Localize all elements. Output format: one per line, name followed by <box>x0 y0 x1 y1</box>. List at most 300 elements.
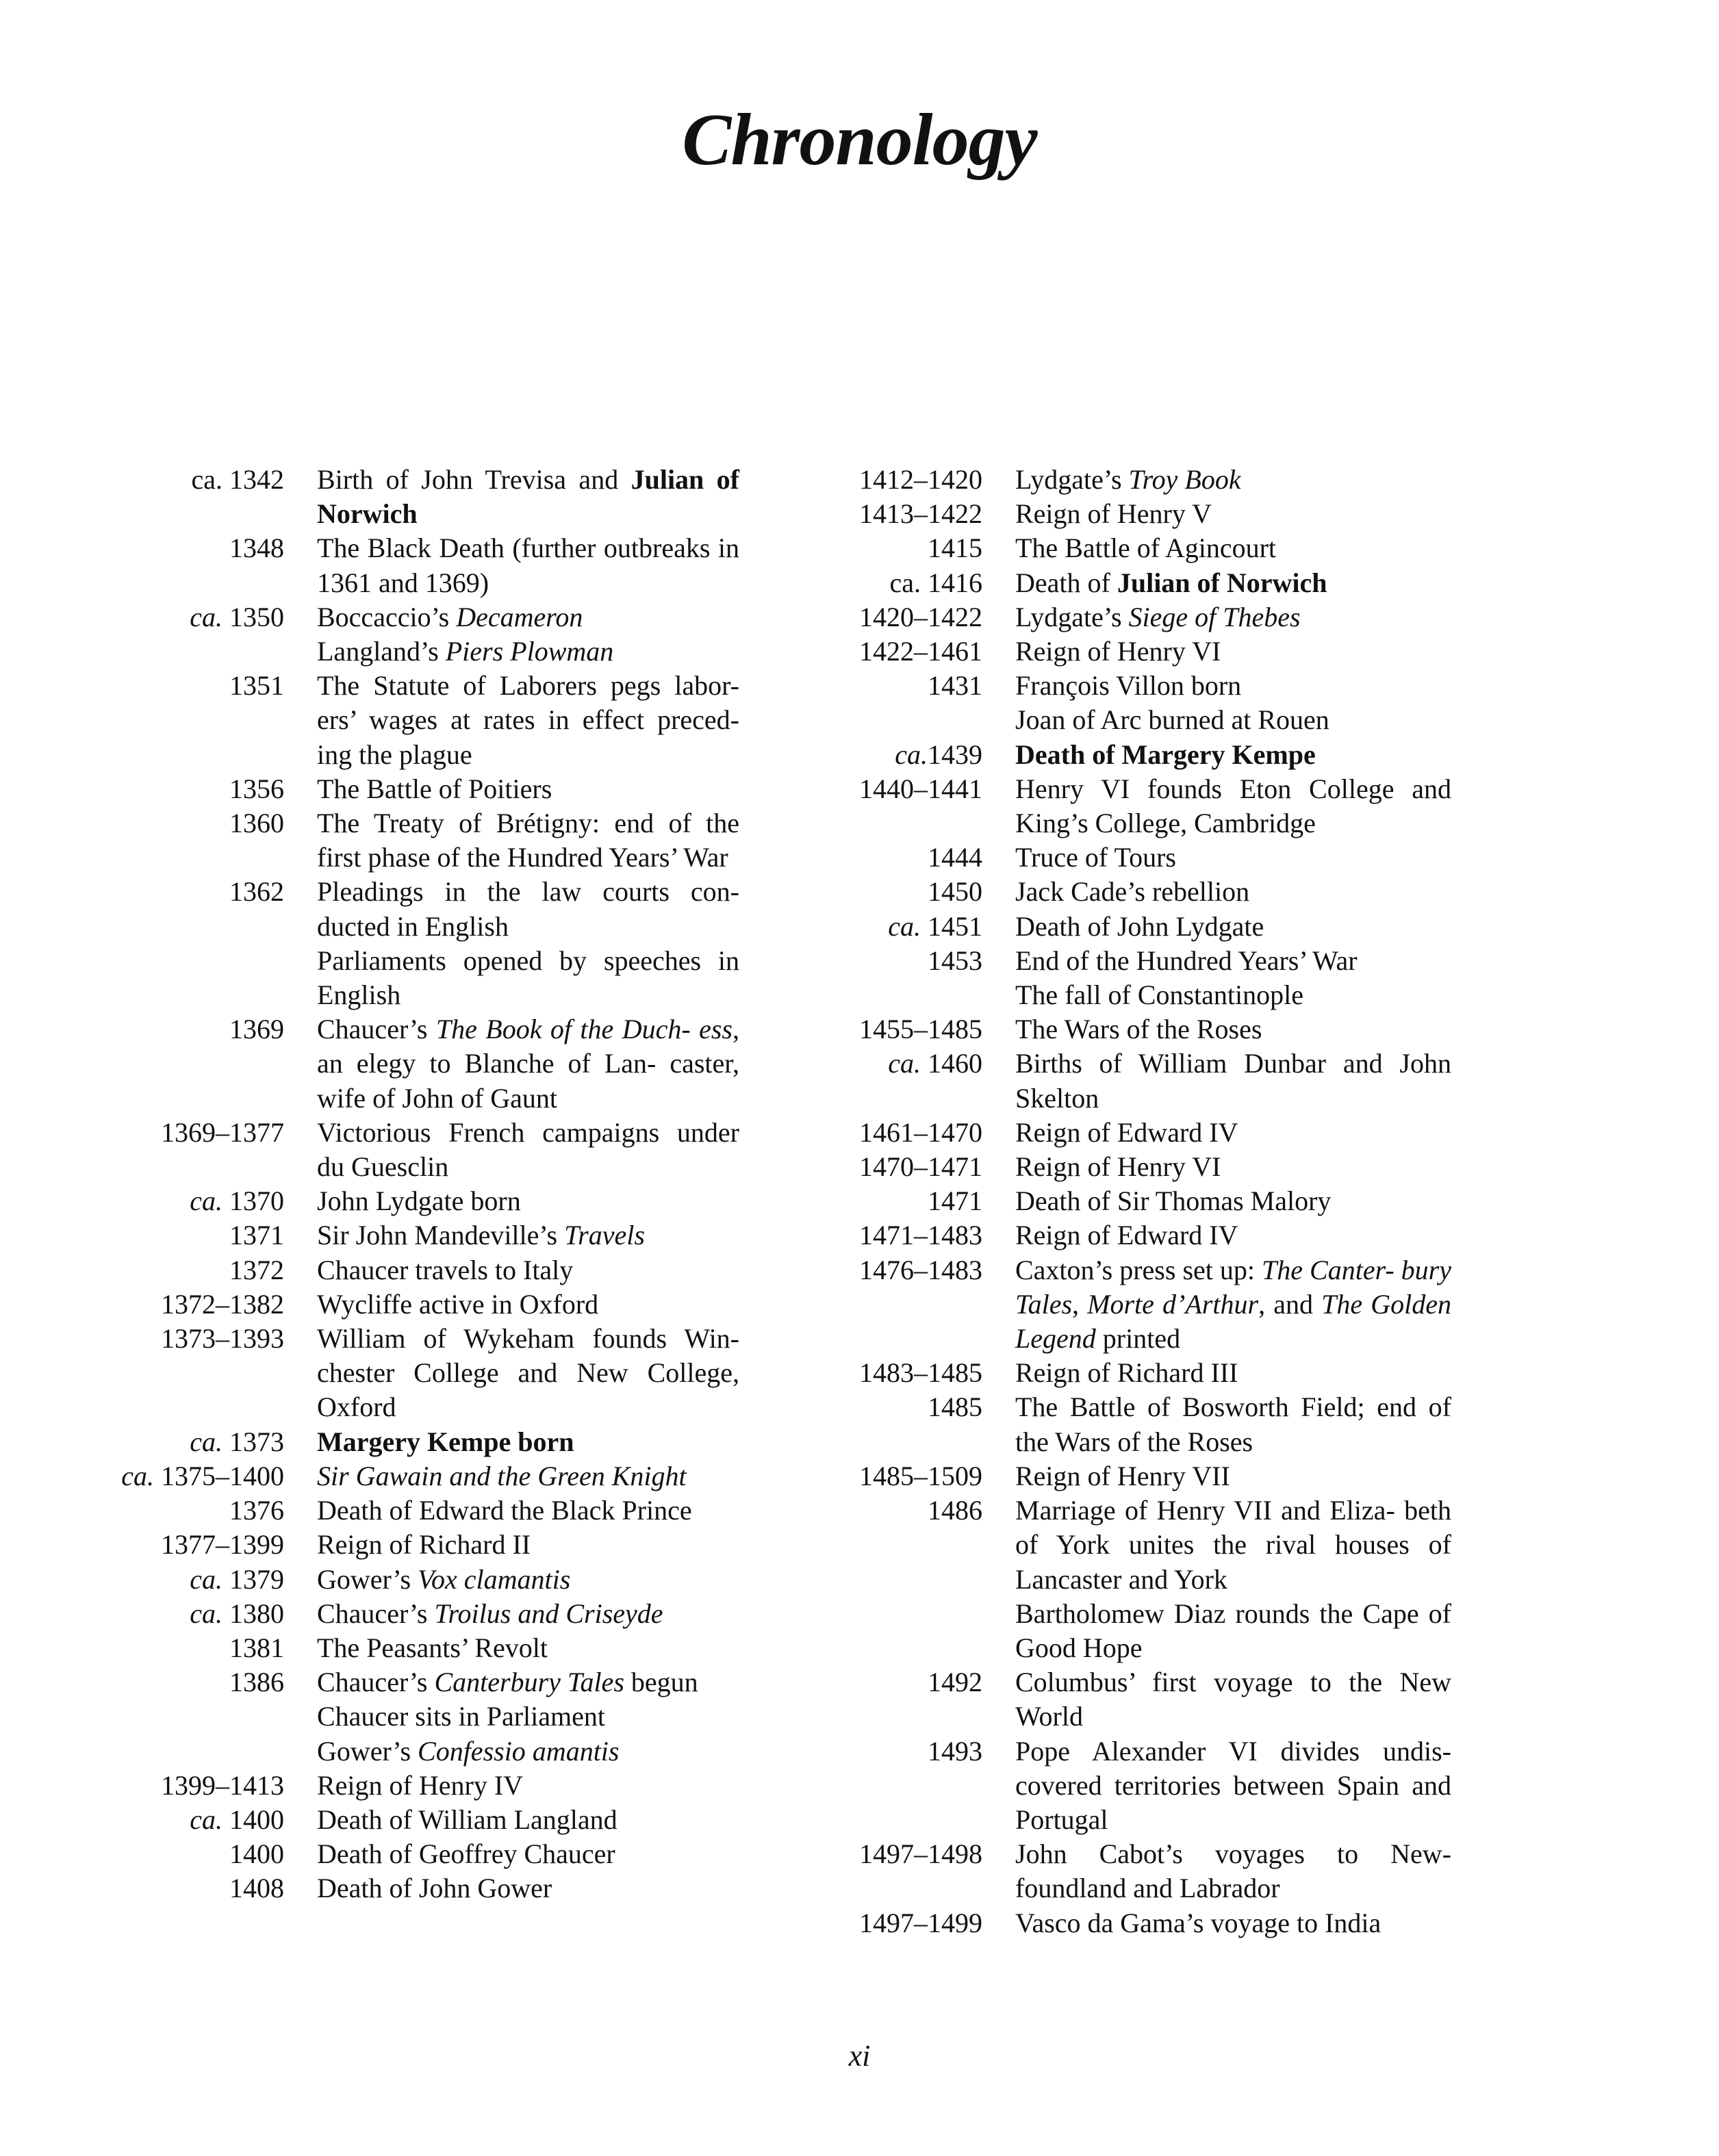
event-segment: John Lydgate born <box>317 1185 521 1217</box>
event-segment: John Cabot’s voyages to New- foundland and Labrador <box>1015 1838 1451 1904</box>
chronology-entry <box>808 1906 1451 1940</box>
chronology-entry <box>808 1047 1451 1115</box>
entry-date <box>808 1218 982 1253</box>
entry-year: 1413–1422 <box>859 498 982 530</box>
entry-date <box>103 1253 284 1287</box>
entry-year: 1471 <box>928 1185 982 1217</box>
event-text <box>317 1253 739 1287</box>
event-text <box>1015 634 1451 669</box>
entry-events <box>1015 600 1451 634</box>
entry-date <box>103 772 284 806</box>
chronology-entry <box>103 806 739 875</box>
event-segment: Marriage of Henry VII and Eliza- beth of York unites the rival houses of Lancaster and York <box>1015 1495 1451 1595</box>
entry-year: 1400 <box>229 1838 284 1870</box>
event-segment: Wycliffe active in Oxford <box>317 1288 599 1320</box>
entry-year: 1369–1377 <box>161 1116 284 1148</box>
entry-events <box>1015 1459 1451 1493</box>
event-segment: François Villon born <box>1015 670 1242 702</box>
event-text <box>317 1322 739 1425</box>
entry-events <box>1015 944 1451 1012</box>
entry-date <box>808 772 982 840</box>
event-text <box>317 1803 739 1837</box>
entry-events <box>317 1597 739 1631</box>
chronology-entry <box>103 1184 739 1218</box>
event-text <box>1015 910 1451 944</box>
event-segment: The Peasants’ Revolt <box>317 1632 548 1663</box>
event-text <box>1015 669 1451 703</box>
event-text <box>1015 1390 1451 1459</box>
circa-label: ca. <box>888 910 921 942</box>
event-segment: The Wars of the Roses <box>1015 1014 1262 1045</box>
chronology-entry <box>808 1493 1451 1665</box>
work-title: Travels <box>564 1220 645 1251</box>
event-segment: The Statute of Laborers pegs labor- ers’ wages at rates in effect preced- ing the plague <box>317 670 739 770</box>
event-segment: Reign of Edward IV <box>1015 1220 1238 1251</box>
entry-date <box>103 806 284 875</box>
entry-year: 1408 <box>229 1873 284 1904</box>
entry-events <box>1015 738 1451 772</box>
event-text <box>1015 1253 1451 1357</box>
entry-events <box>317 1287 739 1322</box>
entry-date <box>808 1493 982 1665</box>
entry-events <box>317 1116 739 1184</box>
entry-events <box>317 875 739 1012</box>
entry-date <box>808 1047 982 1115</box>
circa-label: ca. <box>190 1804 222 1835</box>
entry-events <box>1015 875 1451 909</box>
entry-events <box>317 600 739 669</box>
entry-events <box>317 1253 739 1287</box>
entry-events <box>317 531 739 600</box>
entry-year: 1461–1470 <box>859 1116 982 1148</box>
event-text <box>317 600 739 634</box>
work-title: Canterbury Tales <box>434 1667 624 1698</box>
event-text <box>317 1871 739 1905</box>
chronology-entry <box>103 1769 739 1803</box>
entry-year: 1492 <box>928 1667 982 1698</box>
chronology-entry <box>808 1116 1451 1150</box>
entry-date <box>103 531 284 600</box>
event-text <box>1015 840 1451 875</box>
event-text <box>1015 600 1451 634</box>
event-segment: Henry VI founds Eton College and King’s College, Cambridge <box>1015 773 1451 839</box>
entry-date <box>808 1356 982 1390</box>
event-text <box>317 1116 739 1184</box>
entry-year: 1379 <box>222 1563 284 1595</box>
entry-events <box>1015 531 1451 565</box>
entry-date <box>103 875 284 1012</box>
chronology-entry <box>103 1012 739 1116</box>
entry-date <box>103 1322 284 1425</box>
circa-label: ca. <box>889 567 928 598</box>
entry-date <box>808 1253 982 1357</box>
entry-date <box>808 1837 982 1905</box>
entry-year: 1415 <box>928 532 982 564</box>
entry-date <box>103 1287 284 1322</box>
entry-year: 1476–1483 <box>859 1254 982 1285</box>
entry-year: 1377–1399 <box>161 1529 284 1561</box>
chronology-entry <box>808 1459 1451 1493</box>
event-text <box>317 1597 739 1631</box>
entry-date <box>103 1493 284 1528</box>
event-text <box>317 1631 739 1665</box>
event-text <box>1015 772 1451 840</box>
entry-date <box>808 1116 982 1150</box>
event-segment: Death of Sir Thomas Malory <box>1015 1185 1332 1217</box>
event-segment: Pope Alexander VI divides undis- covered territories between Spain and Portugal <box>1015 1735 1451 1835</box>
entry-year: 1381 <box>229 1632 284 1663</box>
chronology-entry <box>808 840 1451 875</box>
chronology-entry <box>103 1322 739 1425</box>
entry-events <box>1015 1047 1451 1115</box>
entry-date <box>103 1218 284 1253</box>
event-segment: Death of John Gower <box>317 1873 552 1904</box>
event-text <box>317 1184 739 1218</box>
entry-year: 1362 <box>229 876 284 908</box>
entry-events <box>1015 1734 1451 1838</box>
event-text <box>317 1528 739 1562</box>
entry-date <box>103 1425 284 1459</box>
entry-events <box>317 1425 739 1459</box>
event-segment: Gower’s <box>317 1735 418 1767</box>
entry-date <box>103 1563 284 1597</box>
event-text <box>317 1012 739 1116</box>
entry-date <box>103 1871 284 1905</box>
entry-events <box>1015 1218 1451 1253</box>
entry-events <box>317 1012 739 1116</box>
page-title: Chronology <box>682 99 1037 181</box>
event-text <box>1015 566 1451 600</box>
event-segment: Reign of Henry IV <box>317 1769 524 1801</box>
entry-events <box>1015 1116 1451 1150</box>
chronology-entry <box>808 566 1451 600</box>
chronology-entry <box>808 1356 1451 1390</box>
entry-events <box>1015 1837 1451 1905</box>
event-segment: , an elegy to Blanche of Lan- caster, wife of John of Gaunt <box>317 1014 739 1114</box>
entry-events <box>1015 1253 1451 1357</box>
entry-events <box>1015 1493 1451 1665</box>
event-text <box>1015 1012 1451 1047</box>
entry-year: 1486 <box>928 1495 982 1526</box>
event-text <box>317 1734 739 1769</box>
work-title: Decameron <box>456 601 583 632</box>
work-title: Troy Book <box>1128 464 1241 495</box>
chronology-entry <box>808 910 1451 944</box>
entry-date <box>808 566 982 600</box>
event-segment: Reign of Edward IV <box>1015 1116 1238 1148</box>
event-text <box>317 1699 739 1734</box>
entry-events <box>1015 1356 1451 1390</box>
chronology-entry <box>103 1493 739 1528</box>
entry-date <box>808 1184 982 1218</box>
chronology-right-column <box>808 463 1451 1940</box>
entry-year: 1431 <box>928 670 982 702</box>
entry-events <box>1015 910 1451 944</box>
entry-date <box>808 600 982 634</box>
chronology-entry <box>808 944 1451 1012</box>
chronology-entry <box>808 1184 1451 1218</box>
entry-date <box>808 1012 982 1047</box>
entry-year: 1348 <box>229 532 284 564</box>
entry-year: 1399–1413 <box>161 1769 284 1801</box>
event-segment: Reign of Henry VI <box>1015 636 1221 667</box>
chronology-entry <box>808 463 1451 497</box>
event-segment: Parliaments opened by speeches in English <box>317 945 739 1011</box>
entry-events <box>317 772 739 806</box>
bold-name: Death of Margery Kempe <box>1015 739 1316 770</box>
entry-year: 1451 <box>921 910 982 942</box>
event-text <box>1015 1493 1451 1597</box>
event-segment: Columbus’ first voyage to the New World <box>1015 1667 1451 1732</box>
event-segment: Reign of Henry VI <box>1015 1151 1221 1183</box>
chronology-entry <box>103 1218 739 1253</box>
entry-date <box>808 531 982 565</box>
event-text <box>1015 1906 1451 1940</box>
event-segment: William of Wykeham founds Win- chester College and New College, Oxford <box>317 1323 739 1423</box>
entry-year: 1485–1509 <box>859 1460 982 1491</box>
event-segment: Joan of Arc burned at Rouen <box>1015 704 1329 736</box>
event-text <box>1015 738 1451 772</box>
event-segment: Chaucer travels to Italy <box>317 1254 574 1285</box>
entry-events <box>317 1218 739 1253</box>
entry-events <box>317 806 739 875</box>
entry-year: 1351 <box>229 670 284 702</box>
entry-year: 1369 <box>229 1014 284 1045</box>
event-segment: Reign of Henry VII <box>1015 1460 1230 1491</box>
event-segment: Chaucer’s <box>317 1014 436 1045</box>
event-text <box>1015 1597 1451 1665</box>
circa-label: ca. <box>191 464 229 495</box>
entry-year: 1439 <box>928 739 982 770</box>
event-segment: Truce of Tours <box>1015 842 1176 873</box>
entry-events <box>1015 463 1451 497</box>
event-segment: Bartholomew Diaz rounds the Cape of Good Hope <box>1015 1597 1451 1663</box>
event-segment: Lydgate’s <box>1015 464 1129 495</box>
entry-year: 1497–1498 <box>859 1838 982 1870</box>
event-segment: Reign of Richard III <box>1015 1357 1238 1389</box>
work-title: The Golden Legend <box>1015 1288 1451 1355</box>
chronology-entry <box>103 1871 739 1905</box>
entry-events <box>317 1528 739 1562</box>
entry-date <box>808 1390 982 1459</box>
event-segment: Birth of John Trevisa and <box>317 464 631 495</box>
entry-date <box>808 497 982 531</box>
event-segment: begun <box>624 1667 698 1698</box>
circa-label: ca. <box>121 1460 154 1491</box>
chronology-entry <box>808 531 1451 565</box>
event-text <box>317 463 739 531</box>
entry-date <box>103 1631 284 1665</box>
chronology-entry <box>103 1665 739 1769</box>
entry-year: 1460 <box>921 1048 982 1079</box>
entry-year: 1450 <box>928 876 982 908</box>
entry-events <box>317 463 739 531</box>
chronology-entry <box>103 1253 739 1287</box>
event-text <box>1015 1459 1451 1493</box>
circa-label: ca. <box>190 601 222 632</box>
event-segment: The Treaty of Brétigny: end of the first phase of the Hundred Years’ War <box>317 808 739 873</box>
chronology-entry <box>103 463 739 531</box>
bold-name: Julian of Norwich <box>1117 567 1327 598</box>
event-text <box>317 944 739 1012</box>
event-text <box>1015 463 1451 497</box>
event-segment: The Battle of Poitiers <box>317 773 552 804</box>
chronology-entry <box>808 1218 1451 1253</box>
work-title: Sir Gawain and the Green Knight <box>317 1460 687 1491</box>
entry-year: 1360 <box>229 808 284 839</box>
event-text <box>317 1425 739 1459</box>
entry-events <box>1015 1665 1451 1734</box>
entry-date <box>808 840 982 875</box>
entry-year: 1483–1485 <box>859 1357 982 1389</box>
circa-label: ca. <box>190 1597 222 1629</box>
event-text <box>317 1493 739 1528</box>
entry-year: 1444 <box>928 842 982 873</box>
chronology-entry <box>808 497 1451 531</box>
entry-events <box>1015 840 1451 875</box>
entry-events <box>1015 669 1451 737</box>
event-segment: End of the Hundred Years’ War <box>1015 945 1358 976</box>
chronology-entry <box>103 1597 739 1631</box>
chronology-entry <box>103 531 739 600</box>
entry-date <box>103 1597 284 1631</box>
entry-date <box>103 1116 284 1184</box>
entry-date <box>808 669 982 737</box>
entry-date <box>808 1459 982 1493</box>
event-text <box>1015 1356 1451 1390</box>
entry-year: 1386 <box>229 1667 284 1698</box>
chronology-entry <box>103 1287 739 1322</box>
entry-date <box>103 600 284 669</box>
event-text <box>317 1769 739 1803</box>
chronology-entry <box>103 1116 739 1184</box>
entry-events <box>1015 1390 1451 1459</box>
event-text <box>317 772 739 806</box>
circa-label: ca. <box>190 1426 222 1457</box>
chronology-entry <box>808 1390 1451 1459</box>
entry-year: 1400 <box>222 1804 284 1835</box>
entry-date <box>808 1665 982 1734</box>
entry-date <box>103 1769 284 1803</box>
entry-events <box>317 1184 739 1218</box>
event-text <box>1015 1218 1451 1253</box>
event-text <box>317 1287 739 1322</box>
chronology-entry <box>808 1253 1451 1357</box>
event-segment: Death of Geoffrey Chaucer <box>317 1838 615 1870</box>
event-text <box>1015 978 1451 1012</box>
chronology-entry <box>808 1734 1451 1838</box>
chronology-entry <box>103 600 739 669</box>
entry-events <box>317 1803 739 1837</box>
event-segment: Chaucer’s <box>317 1667 435 1698</box>
chronology-entry <box>103 669 739 772</box>
entry-events <box>317 1459 739 1493</box>
entry-date <box>808 944 982 1012</box>
chronology-entry <box>103 1528 739 1562</box>
work-title: Morte d’Arthur <box>1087 1288 1259 1320</box>
event-segment: , <box>1072 1288 1088 1320</box>
chronology-entry <box>808 669 1451 737</box>
event-text <box>317 1459 739 1493</box>
circa-label: ca. <box>888 1048 921 1079</box>
entry-year: 1371 <box>229 1220 284 1251</box>
entry-date <box>103 1803 284 1837</box>
entry-year: 1493 <box>928 1735 982 1767</box>
entry-year: 1380 <box>222 1597 284 1629</box>
event-segment: Gower’s <box>317 1563 418 1595</box>
entry-date <box>103 1665 284 1769</box>
event-segment: Death of William Langland <box>317 1804 617 1835</box>
chronology-entry <box>808 772 1451 840</box>
event-text <box>1015 1734 1451 1838</box>
event-segment: Vasco da Gama’s voyage to India <box>1015 1907 1381 1938</box>
entry-year: 1376 <box>229 1495 284 1526</box>
event-segment: Pleadings in the law courts con- ducted in English <box>317 876 739 942</box>
event-segment: The fall of Constantinople <box>1015 979 1304 1011</box>
entry-year: 1356 <box>229 773 284 804</box>
entry-date <box>808 634 982 669</box>
event-text <box>317 1563 739 1597</box>
event-segment: printed <box>1095 1323 1181 1355</box>
entry-events <box>317 669 739 772</box>
chronology-entry <box>103 1425 739 1459</box>
entry-date <box>808 1734 982 1838</box>
event-text <box>1015 497 1451 531</box>
entry-date <box>103 463 284 531</box>
work-title: Piers Plowman <box>445 636 614 667</box>
entry-year: 1453 <box>928 945 982 976</box>
entry-year: 1440–1441 <box>859 773 982 804</box>
circa-label: ca. <box>190 1563 222 1595</box>
work-title: The Canter- bury Tales <box>1015 1254 1452 1320</box>
chronology-entry <box>808 600 1451 634</box>
event-segment: Boccaccio’s <box>317 601 457 632</box>
entry-date <box>808 738 982 772</box>
event-segment: Births of William Dunbar and John Skelton <box>1015 1048 1451 1114</box>
chronology-entry <box>103 772 739 806</box>
entry-events <box>317 1563 739 1597</box>
entry-date <box>808 875 982 909</box>
event-segment: Reign of Henry V <box>1015 498 1212 530</box>
event-text <box>317 806 739 875</box>
entry-date <box>103 669 284 772</box>
work-title: Siege of Thebes <box>1128 601 1301 632</box>
chronology-entry <box>808 738 1451 772</box>
entry-year: 1373–1393 <box>161 1323 284 1355</box>
entry-date <box>103 1459 284 1493</box>
event-text <box>1015 1184 1451 1218</box>
event-segment: , and <box>1258 1288 1322 1320</box>
chronology-entry <box>808 634 1451 669</box>
event-text <box>317 531 739 600</box>
event-text <box>317 669 739 772</box>
entry-year: 1372 <box>229 1254 284 1285</box>
entry-events <box>1015 497 1451 531</box>
entry-date <box>808 1906 982 1940</box>
chronology-entry <box>103 1563 739 1597</box>
entry-year: 1470–1471 <box>859 1151 982 1183</box>
event-text <box>1015 875 1451 909</box>
event-text <box>317 634 739 669</box>
event-segment: Death of John Lydgate <box>1015 910 1264 942</box>
event-segment: Victorious French campaigns under du Guesclin <box>317 1116 739 1183</box>
entry-year: 1372–1382 <box>161 1288 284 1320</box>
entry-events <box>1015 1906 1451 1940</box>
entry-date <box>103 1184 284 1218</box>
event-text <box>317 1837 739 1871</box>
page-number: xi <box>848 2039 871 2072</box>
event-segment: Sir John Mandeville’s <box>317 1220 565 1251</box>
